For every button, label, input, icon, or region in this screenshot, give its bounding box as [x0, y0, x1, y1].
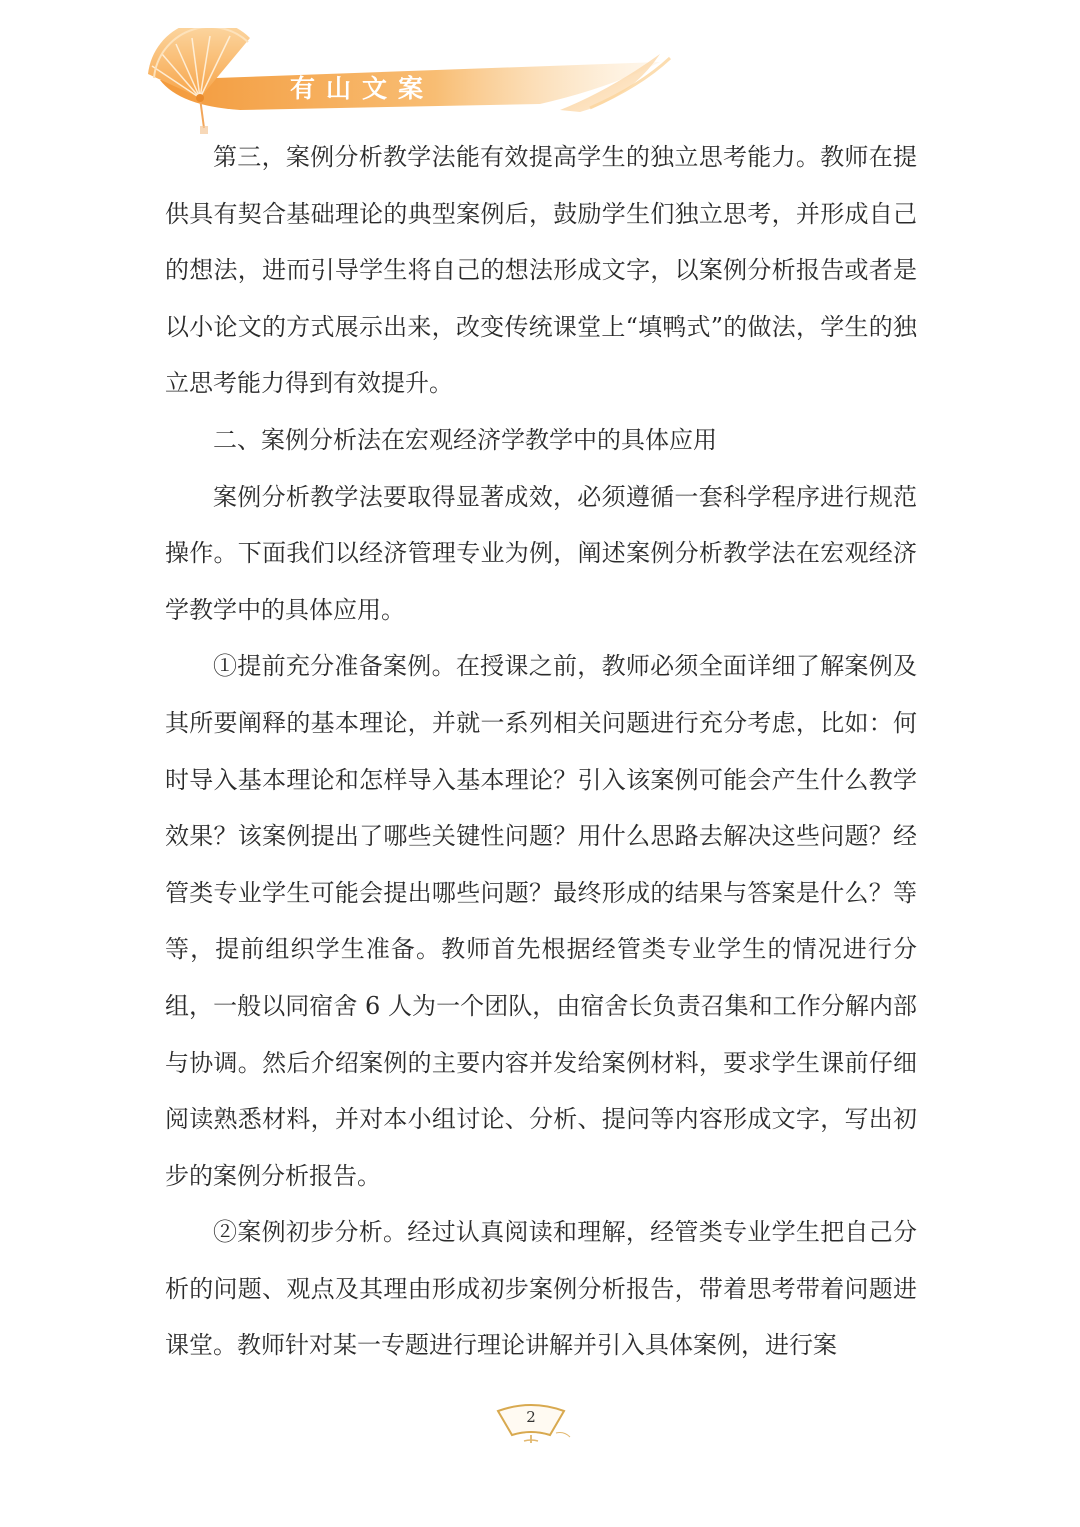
page-number: 2 [526, 1408, 536, 1426]
section-heading: 二、案例分析法在宏观经济学教学中的具体应用 [213, 425, 717, 454]
paragraph: ①提前充分准备案例。在授课之前，教师必须全面详细了解案例及其所要阐释的基本理论，并就一系列相关问题进行充分考虑，比如：何时导入基本理论和怎样导入基本理论？引入该案例可能会产生什么教学效果？该案例提出了哪些关键性问题？用什么思路去解决这些问题？经管类专业学生可能会提出哪些问题？最终形成的结果与答案是什么？等等，提前组织学生准备。教师首先根据经管类专业学生的情况进行分组，一般以同宿舍 6 人为一个团队，由宿舍长负责召集和工作分解内部与协调。然后介绍案例的主要内容并发给案例材料，要求学生课前仔细阅读熟悉材料，并对本小组讨论、分析、提问等内容形成文字，写出初步的案例分析报告。 [165, 652, 917, 1190]
paragraph: 案例分析教学法要取得显著成效，必须遵循一套科学程序进行规范操作。下面我们以经济管理专业为例，阐述案例分析教学法在宏观经济学教学中的具体应用。 [165, 482, 917, 624]
paragraph: ②案例初步分析。经过认真阅读和理解，经管类专业学生把自己分析的问题、观点及其理由形成初步案例分析报告，带着思考带着问题进课堂。教师针对某一专题进行理论讲解并引入具体案例，进行案 [165, 1218, 917, 1360]
page-number-badge [494, 1397, 574, 1447]
article-body [165, 129, 917, 1374]
brand-title: 有山文案 [290, 74, 435, 103]
paragraph: 第三，案例分析教学法能有效提高学生的独立思考能力。教师在提供具有契合基础理论的典型案例后，鼓励学生们独立思考，并形成自己的想法，进而引导学生将自己的想法形成文字，以案例分析报告或者是以小论文的方式展示出来，改变传统课堂上“填鸭式”的做法，学生的独立思考能力得到有效提升。 [165, 143, 917, 398]
header-banner [140, 28, 680, 138]
